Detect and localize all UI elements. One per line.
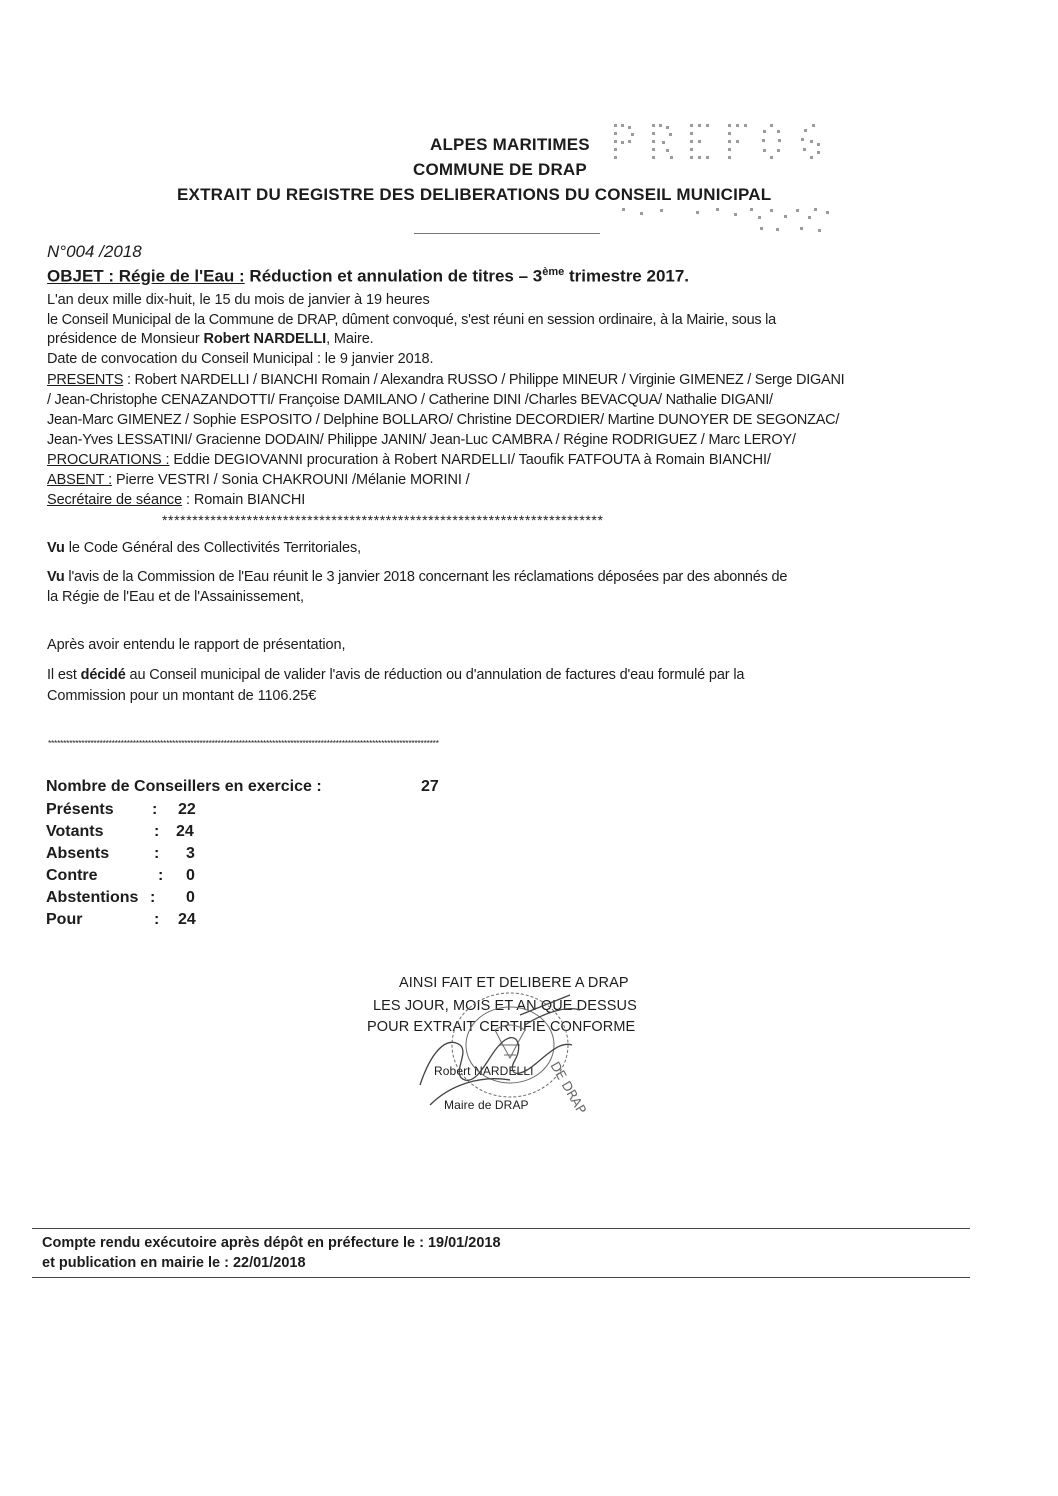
mayor-signature-name: Robert NARDELLI [434, 1064, 534, 1078]
prefecture-stamp [600, 112, 845, 237]
presents-label: PRESENTS [47, 372, 124, 388]
objet-text-end: trimestre 2017. [564, 266, 690, 286]
vu-code-text: le Code Général des Collectivités Territoriales, [64, 540, 362, 556]
vu-label-2: Vu [47, 569, 65, 585]
stats-label: Contre [46, 867, 98, 884]
stats-value: 24 [178, 911, 196, 928]
stats-label: Votants [46, 823, 104, 840]
decision-amount: Commission pour un montant de 1106.25€ [47, 688, 317, 704]
procurations-line [47, 452, 771, 468]
stats-exercice-value: 27 [421, 778, 439, 795]
presents-line-2: / Jean-Christophe CENAZANDOTTI/ Françoise DAMILANO / Catherine DINI /Charles BEVACQUA/ Nathalie DIGANI/ [47, 392, 773, 408]
mayor-signature-title: Maire de DRAP [444, 1098, 529, 1112]
stats-label: Pour [46, 911, 83, 928]
stats-label: Présents [46, 801, 114, 818]
presents-names-1: : Robert NARDELLI / BIANCHI Romain / Alexandra RUSSO / Philippe MINEUR / Virginie GIMENEZ / Serge DIGANI [123, 372, 845, 388]
separator-stars-fine: ********************************************************************************************************************************* [48, 738, 439, 748]
convocation-date: Date de convocation du Conseil Municipal : le 9 janvier 2018. [47, 351, 434, 367]
vu-avis-line [47, 569, 787, 585]
signature-line-1: AINSI FAIT ET DELIBERE A DRAP [399, 975, 629, 991]
footer-publication: et publication en mairie le : 22/01/2018 [42, 1255, 306, 1271]
objet-superscript: ème [542, 266, 565, 278]
stats-colon: : [158, 867, 164, 884]
objet-text: Réduction et annulation de titres – 3 [244, 266, 543, 286]
objet-label: OBJET : Régie de l'Eau : [47, 266, 245, 286]
header-rule [414, 233, 600, 234]
absent-text: Pierre VESTRI / Sonia CHAKROUNI /Mélanie MORINI / [112, 472, 470, 488]
absent-line [47, 472, 470, 488]
stats-value: 24 [176, 823, 194, 840]
vu-code-line [47, 540, 361, 556]
stats-exercice-row [46, 778, 439, 796]
svg-text:DE DRAP: DE DRAP [546, 1059, 589, 1117]
signature-line-3: POUR EXTRAIT CERTIFIE CONFORME [367, 1019, 636, 1035]
header-department: ALPES MARITIMES [430, 135, 590, 154]
stats-label: Absents [46, 845, 110, 862]
stats-colon: : [154, 845, 160, 862]
intro-maire: , Maire. [326, 331, 374, 347]
mairie-seal-and-signature [400, 985, 600, 1125]
procurations-label: PROCURATIONS : [47, 452, 170, 468]
stats-colon: : [152, 801, 158, 818]
deliberation-number: N°004 /2018 [47, 242, 142, 261]
decision-bold: décidé [80, 667, 126, 683]
intro-line-3 [47, 331, 374, 347]
stats-colon: : [150, 889, 156, 906]
separator-stars: ************************************************************************* [162, 512, 604, 528]
signature-line-2: LES JOUR, MOIS ET AN QUE DESSUS [373, 998, 637, 1014]
header-title: EXTRAIT DU REGISTRE DES DELIBERATIONS DU CONSEIL MUNICIPAL [177, 185, 772, 204]
vu-label: Vu [47, 540, 65, 556]
secretaire-label: Secrétaire de séance [47, 492, 183, 508]
stats-value: 22 [178, 801, 196, 818]
decision-text: au Conseil municipal de valider l'avis de réduction ou d'annulation de factures d'eau formulé par la [125, 667, 745, 683]
intro-line-1: L'an deux mille dix-huit, le 15 du mois de janvier à 19 heures [47, 292, 430, 308]
vu-avis-text: l'avis de la Commission de l'Eau réunit le 3 janvier 2018 concernant les réclamations déposées par des abonnés de [64, 569, 788, 585]
presents-line-3: Jean-Marc GIMENEZ / Sophie ESPOSITO / Delphine BOLLARO/ Christine DECORDIER/ Martine DUNOYER DE SEGONZAC/ [47, 412, 840, 428]
footer-executoire: Compte rendu exécutoire après dépôt en préfecture le : 19/01/2018 [42, 1235, 501, 1251]
stats-colon: : [154, 911, 160, 928]
intro-line-2: le Conseil Municipal de la Commune de DRAP, dûment convoqué, s'est réuni en session ordinaire, à la Mairie, sous la [47, 312, 776, 328]
footer-box [32, 1228, 970, 1278]
intro-presidence: présidence de Monsieur [47, 331, 204, 347]
absent-label: ABSENT : [47, 472, 113, 488]
stats-exercice-label: Nombre de Conseillers en exercice : [46, 778, 322, 795]
procurations-text: Eddie DEGIOVANNI procuration à Robert NARDELLI/ Taoufik FATFOUTA à Romain BIANCHI/ [169, 452, 771, 468]
apres-line: Après avoir entendu le rapport de présentation, [47, 637, 346, 653]
secretaire-line [47, 492, 305, 508]
decision-pre: Il est [47, 667, 81, 683]
header-commune: COMMUNE DE DRAP [413, 160, 587, 179]
stats-value: 3 [186, 845, 195, 862]
stats-value: 0 [186, 889, 195, 906]
decision-line [47, 667, 744, 683]
vu-avis-line-2: la Régie de l'Eau et de l'Assainissement, [47, 589, 304, 605]
vote-stats [46, 778, 466, 938]
stats-colon: : [154, 823, 160, 840]
mayor-name: Robert NARDELLI [203, 331, 327, 347]
stats-label: Abstentions [46, 889, 139, 906]
presents-line-4: Jean-Yves LESSATINI/ Gracienne DODAIN/ Philippe JANIN/ Jean-Luc CAMBRA / Régine RODRIGUEZ / Marc LEROY/ [47, 432, 796, 448]
stats-value: 0 [186, 867, 195, 884]
secretaire-text: : Romain BIANCHI [182, 492, 306, 508]
objet-line [47, 266, 689, 287]
presents-line-1 [47, 372, 844, 388]
